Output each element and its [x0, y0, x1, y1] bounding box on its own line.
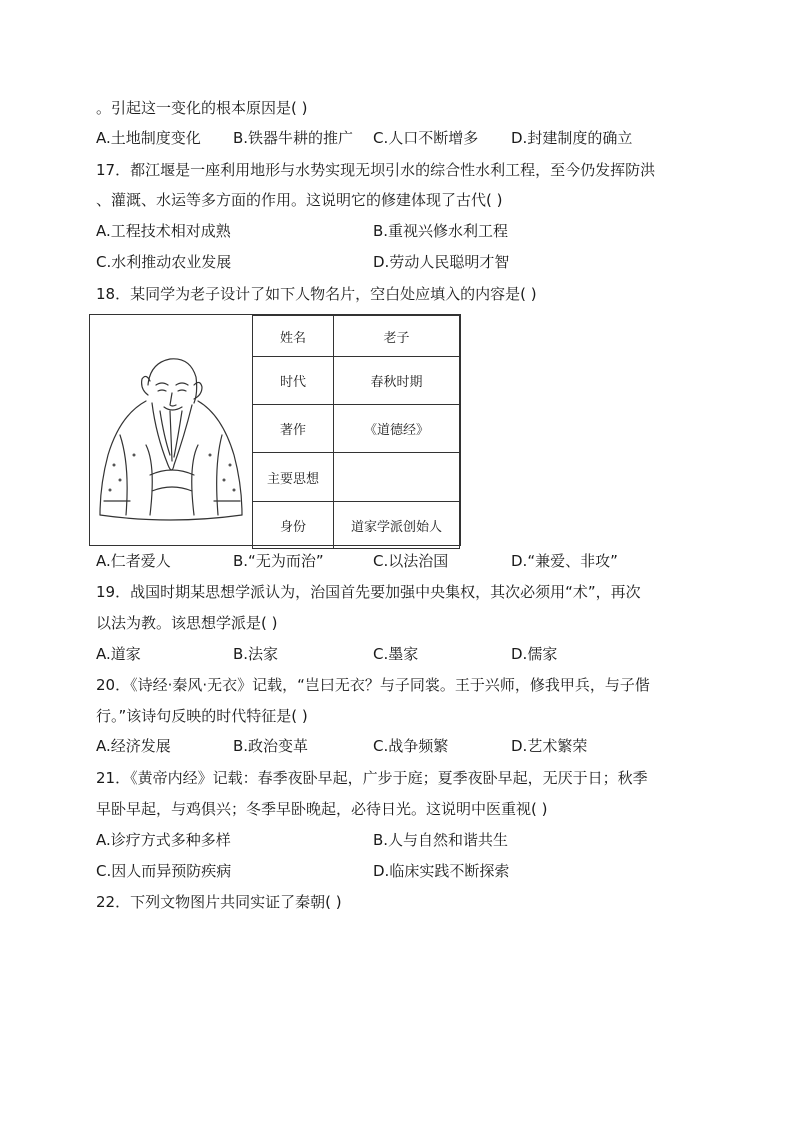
- q20-option-d: D.艺术繁荣: [511, 737, 588, 755]
- q19-stem-line2: 以法为教。该思想学派是( ): [96, 614, 278, 632]
- card-label: 时代: [253, 357, 334, 405]
- q20-option-c: C.战争频繁: [373, 737, 449, 755]
- card-row: [253, 316, 460, 357]
- q17-stem-line2: 、灌溉、水运等多方面的作用。这说明它的修建体现了古代( ): [96, 191, 503, 209]
- laozi-portrait-illustration: [90, 315, 252, 545]
- card-row: [253, 453, 460, 502]
- q16-option-d: D.封建制度的确立: [511, 129, 633, 147]
- card-label: 身份: [253, 502, 334, 549]
- card-value: 《道德经》: [334, 405, 460, 453]
- q17-option-d: D.劳动人民聪明才智: [373, 253, 510, 271]
- name-card-table: [252, 315, 460, 549]
- q21-stem-line2: 早卧早起，与鸡俱兴；冬季早卧晚起，必待日光。这说明中医重视( ): [96, 800, 548, 818]
- q21-option-b: B.人与自然和谐共生: [373, 831, 509, 849]
- card-value: 春秋时期: [334, 357, 460, 405]
- card-row: [253, 502, 460, 549]
- q16-option-a: A.土地制度变化: [96, 129, 201, 147]
- q17-option-a: A.工程技术相对成熟: [96, 222, 231, 240]
- card-value: 道家学派创始人: [334, 502, 460, 549]
- q16-stem-tail: 。引起这一变化的根本原因是( ): [96, 99, 308, 117]
- q18-option-c: C.以法治国: [373, 552, 449, 570]
- card-label: 姓名: [253, 316, 334, 357]
- q21-option-d: D.临床实践不断探索: [373, 862, 510, 880]
- card-row: [253, 357, 460, 405]
- q18-stem: 18．某同学为老子设计了如下人物名片，空白处应填入的内容是( ): [96, 285, 537, 303]
- q18-option-b: B.“无为而治”: [233, 552, 324, 570]
- q20-option-a: A.经济发展: [96, 737, 171, 755]
- laozi-name-card: [89, 314, 461, 546]
- q17-stem-line1: 17．都江堰是一座利用地形与水势实现无坝引水的综合性水利工程，至今仍发挥防洪: [96, 161, 656, 179]
- q20-stem-line2: 行。”该诗句反映的时代特征是( ): [96, 707, 308, 725]
- q18-option-a: A.仁者爱人: [96, 552, 171, 570]
- q21-option-a: A.诊疗方式多种多样: [96, 831, 231, 849]
- q21-stem-line1: 21．《黄帝内经》记载：春季夜卧早起，广步于庭；夏季夜卧早起，无厌于日；秋季: [96, 769, 648, 787]
- q16-option-c: C.人口不断增多: [373, 129, 479, 147]
- card-label: 著作: [253, 405, 334, 453]
- q21-option-c: C.因人而异预防疾病: [96, 862, 232, 880]
- q19-stem-line1: 19．战国时期某思想学派认为，治国首先要加强中央集权，其次必须用“术”，再次: [96, 583, 641, 601]
- q19-option-d: D.儒家: [511, 645, 558, 663]
- q20-option-b: B.政治变革: [233, 737, 309, 755]
- q19-option-b: B.法家: [233, 645, 279, 663]
- card-value-blank: [334, 453, 460, 502]
- q19-option-c: C.墨家: [373, 645, 419, 663]
- card-value: 老子: [334, 316, 460, 357]
- q17-option-c: C.水利推动农业发展: [96, 253, 232, 271]
- card-row: [253, 405, 460, 453]
- q20-stem-line1: 20．《诗经·秦风·无衣》记载，“岂曰无衣？与子同裳。王于兴师，修我甲兵，与子偕: [96, 676, 650, 694]
- q17-option-b: B.重视兴修水利工程: [373, 222, 509, 240]
- q16-option-b: B.铁器牛耕的推广: [233, 129, 354, 147]
- q19-option-a: A.道家: [96, 645, 141, 663]
- card-label: 主要思想: [253, 453, 334, 502]
- q22-stem: 22．下列文物图片共同实证了秦朝( ): [96, 893, 342, 911]
- q18-option-d: D.“兼爱、非攻”: [511, 552, 618, 570]
